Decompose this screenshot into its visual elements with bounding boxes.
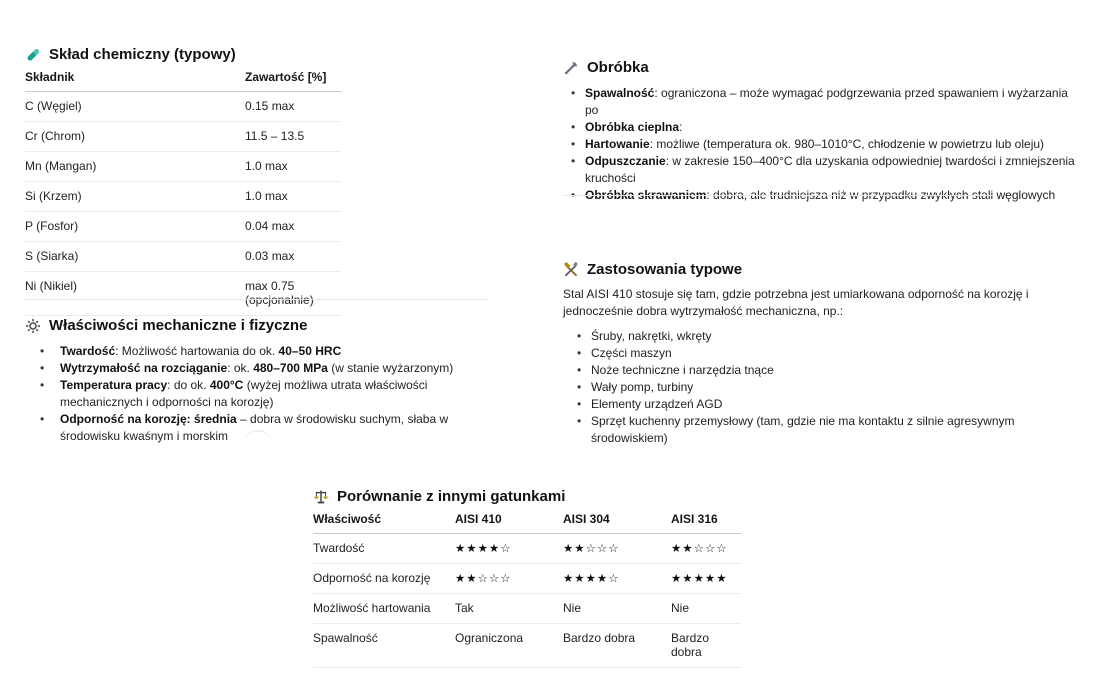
star-rating: ★★★★☆ <box>563 564 671 594</box>
table-cell: 0.03 max <box>245 242 341 272</box>
list-item <box>60 411 495 445</box>
text-segment: Spawalność <box>585 86 655 100</box>
section-typical-applications <box>563 261 1082 447</box>
text-segment: Obróbka skrawaniem <box>585 188 707 202</box>
section-title-text: Zastosowania typowe <box>587 261 743 278</box>
table-header-row <box>25 68 341 92</box>
column-header: Składnik <box>25 68 245 92</box>
table-row <box>313 534 741 564</box>
table-cell: max 0.75 (opcjonalnie) <box>245 272 341 316</box>
table-cell: Si (Krzem) <box>25 182 245 212</box>
table-cell: Tak <box>455 594 563 624</box>
section-title-processing <box>563 59 1082 77</box>
table-cell: P (Fosfor) <box>25 212 245 242</box>
list-item <box>585 85 1082 119</box>
star-rating: ★★☆☆☆ <box>455 564 563 594</box>
text-segment: 40–50 HRC <box>278 344 342 358</box>
table-row <box>313 594 741 624</box>
processing-list <box>563 85 1082 204</box>
text-segment: 400°C <box>209 378 244 392</box>
list-item: • Elementy urządzeń AGD <box>591 396 1082 413</box>
list-item: • Wały pomp, turbiny <box>591 379 1082 396</box>
hammer-and-pick-icon <box>563 262 579 278</box>
table-cell: Mn (Mangan) <box>25 152 245 182</box>
table-cell: 1.0 max <box>245 152 341 182</box>
grade-comparison-table <box>313 510 741 668</box>
section-title-text: Obróbka <box>587 59 649 76</box>
list-item: • Części maszyn <box>591 345 1082 362</box>
text-segment: : Możliwość hartowania do ok. <box>115 344 279 358</box>
text-segment: : w zakresie 150–400°C dla uzyskania odpowiedniej twardości i zmniejszenia kruchości <box>585 154 1075 185</box>
table-cell: Odporność na korozję <box>313 564 455 594</box>
star-rating: ★★☆☆☆ <box>671 534 741 564</box>
table-cell: 11.5 – 13.5 <box>245 122 341 152</box>
table-cell: Cr (Chrom) <box>25 122 245 152</box>
balance-scale-icon <box>313 489 329 505</box>
list-item: • Śruby, nakrętki, wkręty <box>591 328 1082 345</box>
text-segment: : ograniczona – może wymagać podgrzewania przed spawaniem i wyżarzania po <box>585 86 1068 117</box>
table-cell: Nie <box>563 594 671 624</box>
section-mechanical-properties <box>25 317 495 445</box>
table-row <box>25 272 341 316</box>
table-cell: 1.0 max <box>245 182 341 212</box>
list-item <box>60 377 495 411</box>
table-cell: S (Siarka) <box>25 242 245 272</box>
list-item <box>585 119 1082 136</box>
text-segment: Twardość <box>60 344 116 358</box>
text-segment: Temperatura pracy <box>60 378 168 392</box>
text-segment: Hartowanie <box>585 137 650 151</box>
section-grade-comparison <box>313 488 741 668</box>
table-row <box>25 182 341 212</box>
text-segment: – dobra w środowisku suchym, słaba w środowisku kwaśnym i morskim <box>60 412 449 443</box>
column-header: Zawartość [%] <box>245 68 341 92</box>
list-item <box>60 360 495 377</box>
column-header: Właściwość <box>313 510 455 534</box>
text-segment: Odpuszczanie <box>585 154 666 168</box>
table-cell: Bardzo dobra <box>563 624 671 668</box>
chemical-composition-table <box>25 68 341 316</box>
column-header: AISI 410 <box>455 510 563 534</box>
table-cell: 0.15 max <box>245 92 341 122</box>
star-rating: ★★★★★ <box>671 564 741 594</box>
table-row <box>313 624 741 668</box>
star-rating: ★★★★☆ <box>455 534 563 564</box>
table-cell: Bardzo dobra <box>671 624 741 668</box>
section-title-text: Właściwości mechaniczne i fizyczne <box>49 317 308 334</box>
text-segment: : <box>679 120 683 134</box>
section-title-text: Porównanie z innymi gatunkami <box>337 488 566 505</box>
section-chemical-composition <box>25 46 341 316</box>
wrench-icon <box>563 60 579 76</box>
list-item <box>585 153 1082 187</box>
table-cell: Ni (Nikiel) <box>25 272 245 316</box>
test-tube-icon <box>25 47 41 63</box>
text-segment: Wytrzymałość na rozciąganie <box>60 361 228 375</box>
list-item <box>585 136 1082 153</box>
list-item: • Sprzęt kuchenny przemysłowy (tam, gdzie nie ma kontaktu z silnie agresywnym środowiskiem) <box>591 413 1082 447</box>
table-cell: 0.04 max <box>245 212 341 242</box>
table-cell: Twardość <box>313 534 455 564</box>
text-segment: : ok. <box>227 361 254 375</box>
divider-right <box>563 195 993 196</box>
table-cell: C (Węgiel) <box>25 92 245 122</box>
star-rating: ★★☆☆☆ <box>563 534 671 564</box>
divider-left <box>25 299 488 300</box>
text-segment: 480–700 MPa <box>253 361 328 375</box>
table-cell: Ograniczona <box>455 624 563 668</box>
table-row <box>25 92 341 122</box>
table-header-row <box>313 510 741 534</box>
table-cell: Spawalność <box>313 624 455 668</box>
applications-intro: Stal AISI 410 stosuje się tam, gdzie potrzebna jest umiarkowana odporność na korozję i jednocześnie dobra wytrzymałość mechaniczna, np.: <box>563 287 1029 318</box>
column-header: AISI 304 <box>563 510 671 534</box>
table-row <box>25 152 341 182</box>
section-title-comparison <box>313 488 741 506</box>
text-segment: Obróbka cieplna <box>585 120 680 134</box>
text-segment: Odporność na korozję: średnia <box>60 412 237 426</box>
table-row <box>25 122 341 152</box>
text-segment: (wyżej możliwa utrata właściwości mechanicznych i odporności na korozję) <box>60 378 428 409</box>
text-segment: : dobra, ale trudniejsza niż w przypadku zwykłych stali węglowych <box>706 188 1056 202</box>
table-cell: Możliwość hartowania <box>313 594 455 624</box>
section-title-applications <box>563 261 1082 279</box>
table-row <box>313 564 741 594</box>
list-item: • Noże techniczne i narzędzia tnące <box>591 362 1082 379</box>
applications-list <box>563 328 1082 447</box>
text-segment: (w stanie wyżarzonym) <box>327 361 454 375</box>
text-segment: : możliwe (temperatura ok. 980–1010°C, chłodzenie w powietrzu lub oleju) <box>649 137 1045 151</box>
table-cell: Nie <box>671 594 741 624</box>
section-title-mechanical <box>25 317 495 335</box>
section-title-text: Skład chemiczny (typowy) <box>49 46 236 63</box>
column-header: AISI 316 <box>671 510 741 534</box>
section-processing <box>563 59 1082 204</box>
gear-icon <box>25 318 41 334</box>
section-title-composition <box>25 46 341 64</box>
table-row <box>25 242 341 272</box>
list-item <box>60 343 495 360</box>
table-row <box>25 212 341 242</box>
text-segment: : do ok. <box>167 378 210 392</box>
